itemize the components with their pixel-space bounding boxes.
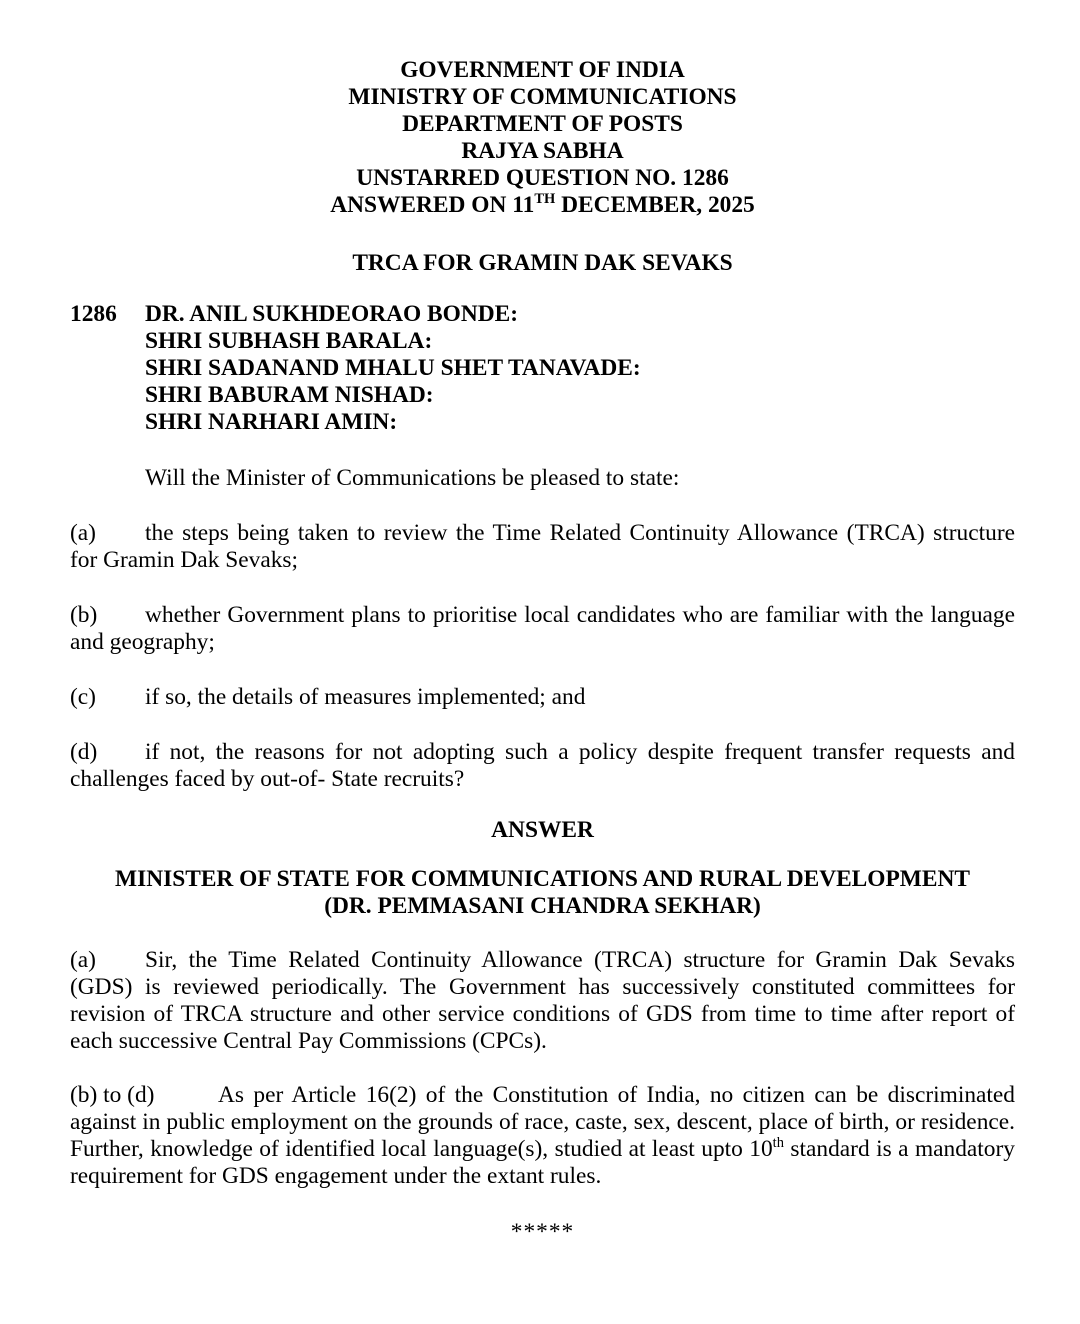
answered-on-prefix: ANSWERED ON 11 [330, 192, 535, 218]
member-name: SHRI SADANAND MHALU SHET TANAVADE: [145, 355, 641, 381]
member-names [145, 301, 641, 436]
header-house: RAJYA SABHA [461, 138, 624, 164]
question-number: 1286 [70, 301, 117, 327]
question-item-label: (b) [70, 602, 98, 628]
question-item-label: (d) [70, 739, 98, 765]
answer-item-text-before-sup: As per Article 16(2) of the Constitution of India, no citizen can be discriminated against in public employment on the grounds of race, caste, sex, descent, place of birth, or residence. Further, knowledge of identified local language(s), studied at least upto 10 [70, 1082, 1015, 1162]
question-item-text: the steps being taken to review the Time Related Continuity Allowance (TRCA) structure for Gramin Dak Sevaks; [70, 520, 1015, 573]
answered-on-suffix: DECEMBER, 2025 [555, 192, 755, 218]
answered-on-superscript: TH [534, 191, 556, 208]
answer-item-superscript: th [772, 1135, 784, 1152]
header-ministry: MINISTRY OF COMMUNICATIONS [348, 84, 737, 110]
header-department: DEPARTMENT OF POSTS [402, 111, 683, 137]
document-header [70, 57, 1015, 219]
minister-name: (DR. PEMMASANI CHANDRA SEKHAR) [324, 893, 761, 919]
member-name: SHRI SUBHASH BARALA: [145, 328, 433, 354]
document-title: TRCA FOR GRAMIN DAK SEVAKS [352, 250, 733, 276]
answer-item-text-after-sup: standard is a mandatory requirement for GDS engagement under the extant rules. [70, 1136, 1015, 1189]
question-item-a [70, 520, 1015, 574]
member-name: SHRI BABURAM NISHAD: [145, 382, 434, 408]
question-item-label: (a) [70, 520, 96, 546]
answer-item-text: Sir, the Time Related Continuity Allowance (TRCA) structure for Gramin Dak Sevaks (GDS) is reviewed periodically. The Government has successively constituted committees for revision of TRCA structure and other service conditions of GDS from time to time after report of each successive Central Pay Commissions (CPCs). [70, 947, 1015, 1054]
question-item-label: (c) [70, 684, 96, 710]
member-name: SHRI NARHARI AMIN: [145, 409, 398, 435]
question-members-block [70, 301, 1015, 436]
header-answered-on [70, 192, 1015, 219]
answer-item-a [70, 947, 1015, 1055]
answer-item-b-to-d [70, 1082, 1015, 1190]
answer-heading: ANSWER [491, 817, 594, 843]
answer-item-label: (b) to (d) [70, 1082, 155, 1108]
question-item-d [70, 739, 1015, 793]
footer-stars: ***** [510, 1219, 575, 1245]
member-name: DR. ANIL SUKHDEORAO BONDE: [145, 301, 519, 327]
header-government-of-india: GOVERNMENT OF INDIA [400, 57, 685, 83]
question-item-text: if not, the reasons for not adopting such a policy despite frequent transfer requests and challenges faced by out-of- State recruits? [70, 739, 1015, 792]
question-section [70, 301, 1015, 793]
question-item-b [70, 602, 1015, 656]
question-item-text: if so, the details of measures implemented; and [145, 684, 586, 710]
question-intro: Will the Minister of Communications be pleased to state: [145, 465, 680, 491]
minister-block [70, 866, 1015, 920]
answer-item-label: (a) [70, 947, 96, 973]
minister-title: MINISTER OF STATE FOR COMMUNICATIONS AND RURAL DEVELOPMENT [115, 866, 970, 892]
question-item-text: whether Government plans to prioritise local candidates who are familiar with the language and geography; [70, 602, 1015, 655]
header-question-number: UNSTARRED QUESTION NO. 1286 [356, 165, 729, 191]
answer-section [70, 817, 1015, 1190]
question-item-c [70, 684, 1015, 711]
